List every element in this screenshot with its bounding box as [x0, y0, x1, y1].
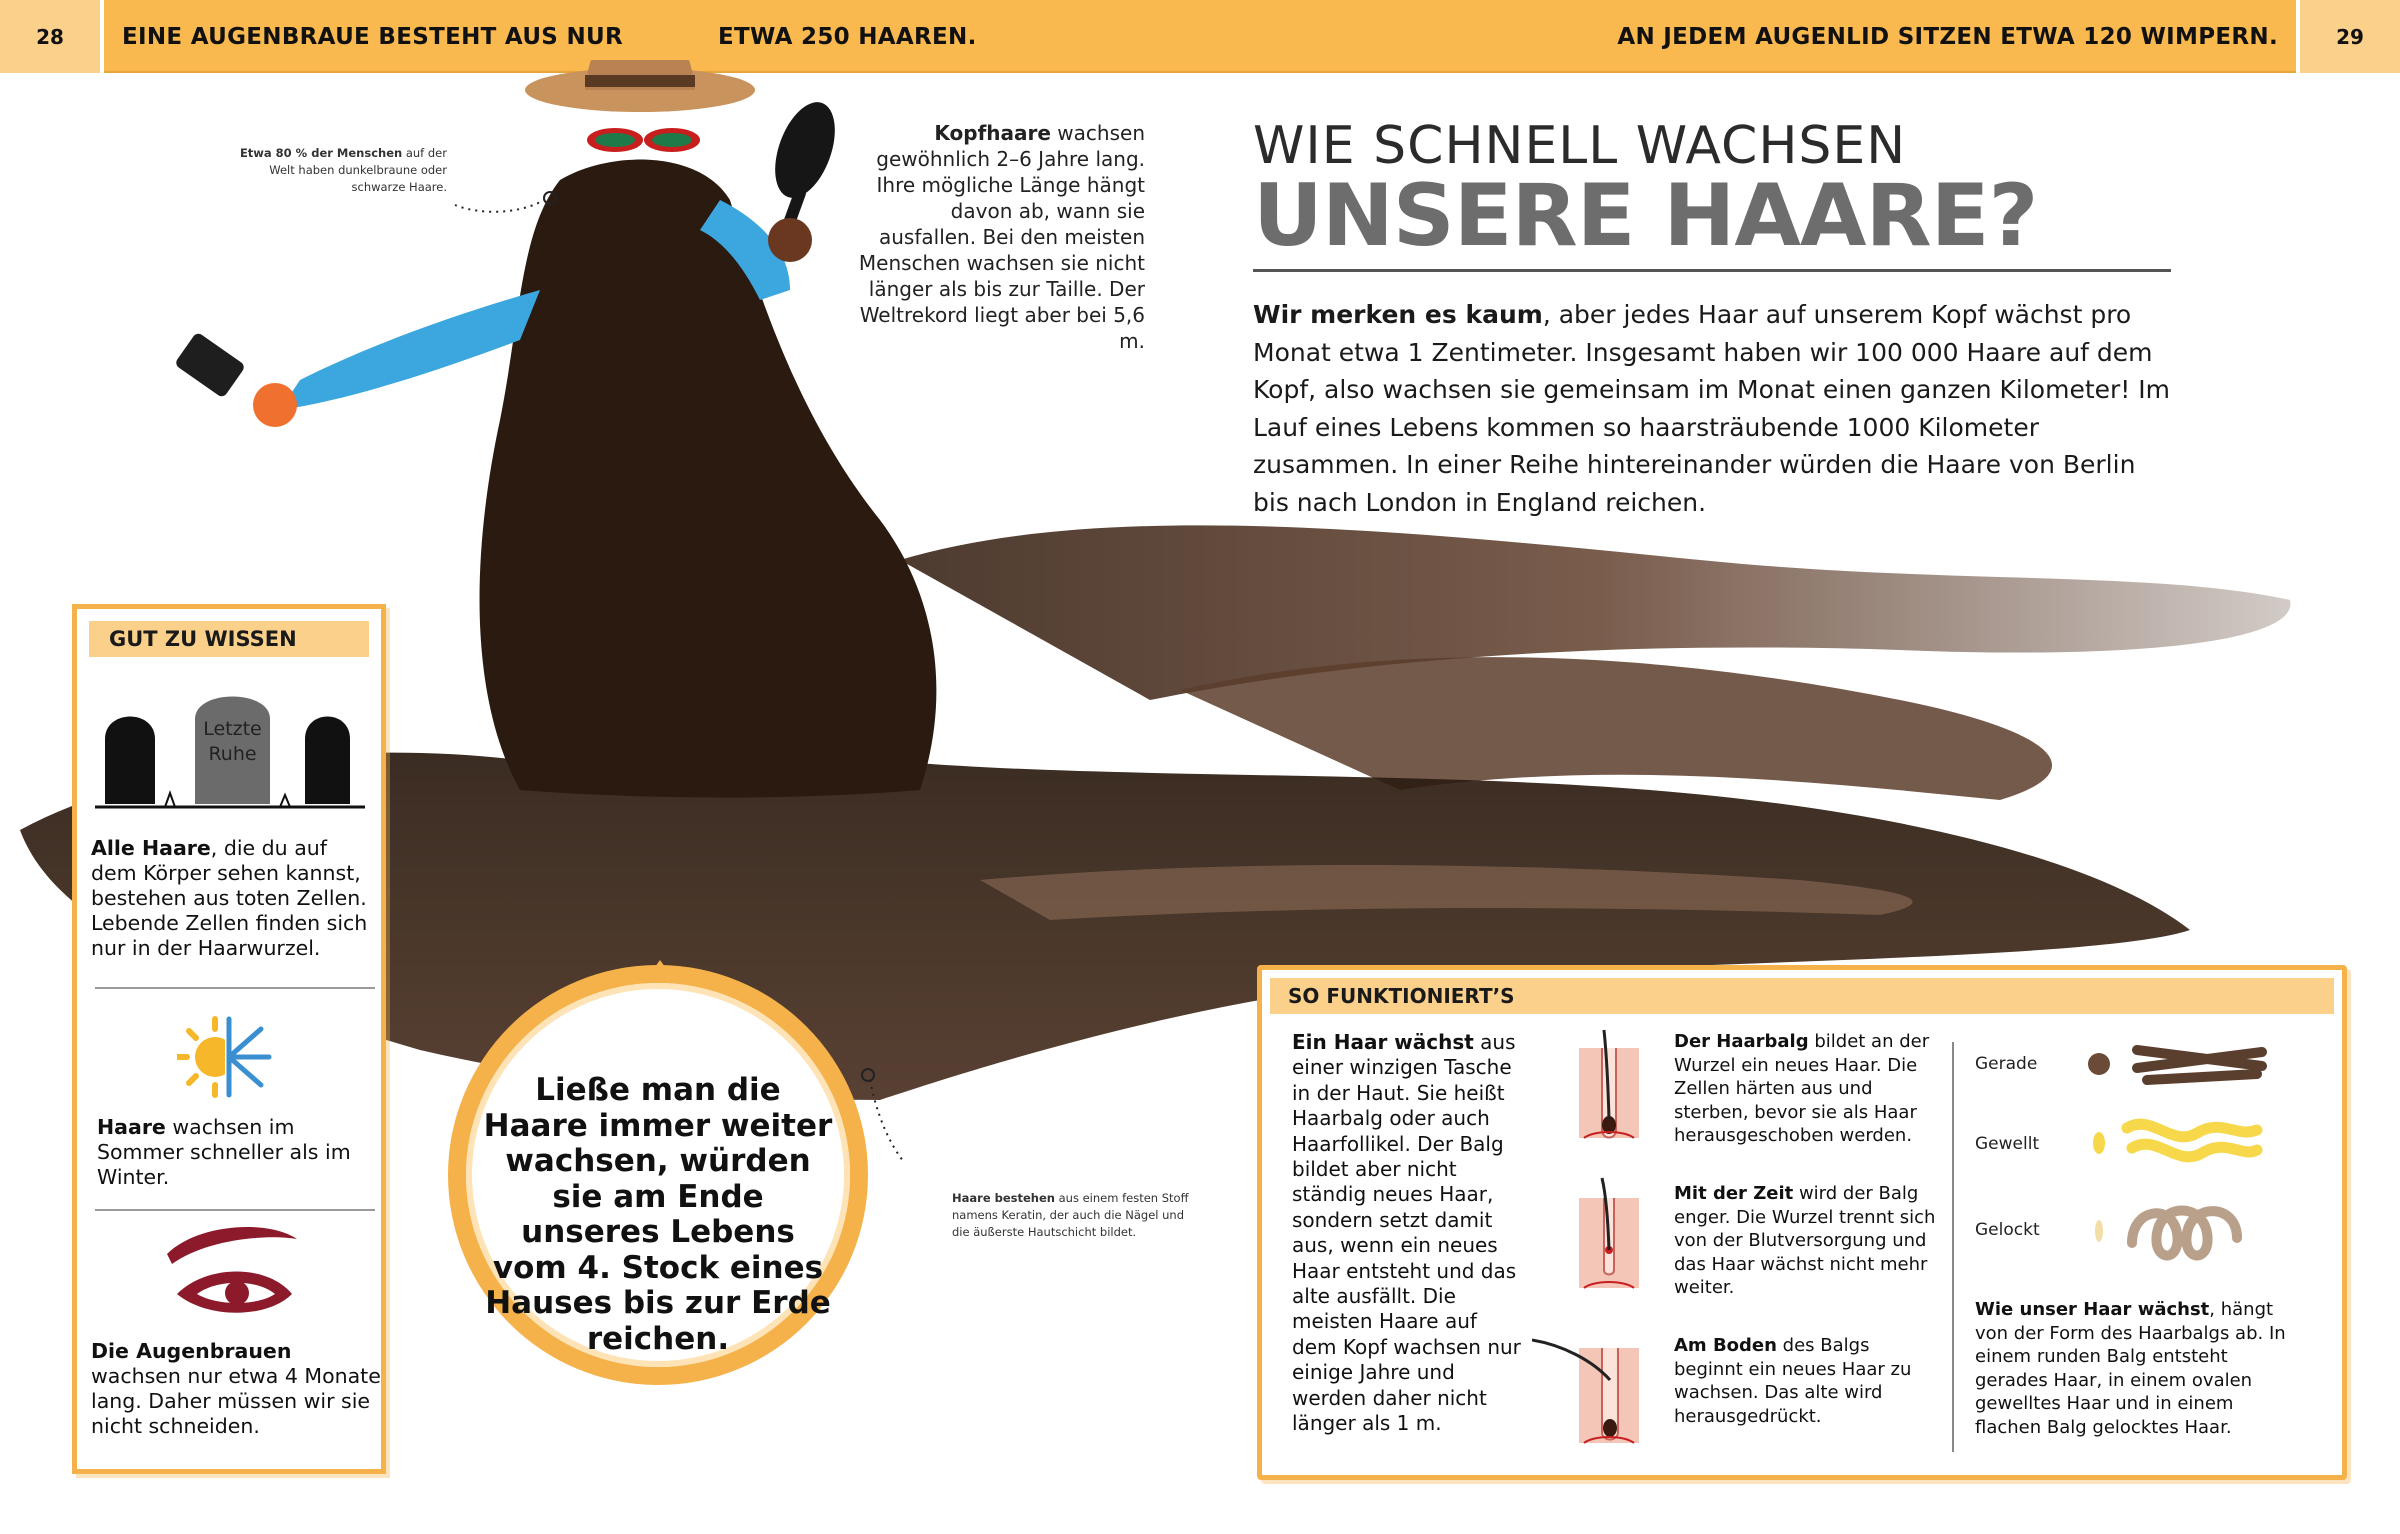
caption-kopfhaare	[855, 120, 1145, 354]
gut-zu-wissen-box	[72, 604, 386, 1474]
fact-dead-cells	[91, 836, 376, 961]
tombstone-text: Letzte Ruhe	[203, 718, 262, 765]
hair-shape-explanation-rest: , hängt von der Form des Haarbalgs ab. In einem runden Balg entsteht gerades Haar, in einem ovalen gewelltes Haar und in einem flachen Balg gelocktes Haar.	[1975, 1299, 2286, 1438]
headline-line1: WIE SCHNELL WACHSEN	[1253, 116, 1907, 176]
intro-text: , aber jedes Haar auf unserem Kopf wächst pro Monat etwa 1 Zentimeter. Insgesamt haben wir 100 000 Haare auf dem Kopf, also wachsen sie gemeinsam im Monat einen ganzen Kilometer! Im Lauf eines Lebens kommen so haarsträubende 1000 Kilometer zusammen. In einer Reihe hintereinander würden die Haare von Berlin bis nach London in England reichen.	[1253, 300, 2170, 517]
fact-eyebrows-text: wachsen nur etwa 4 Monate lang. Daher müssen wir sie nicht schneiden.	[91, 1364, 381, 1438]
column-divider	[1952, 1042, 1954, 1452]
follicle-stage1-diagram	[1534, 1020, 1664, 1150]
caption-keratin-bold: Haare bestehen	[952, 1191, 1055, 1205]
caption-keratin-text: aus einem festen Stoff namens Keratin, der auch die Nägel und die äußerste Hautschicht bildet.	[952, 1191, 1189, 1239]
caption-kopfhaare-text: wachsen gewöhnlich 2–6 Jahre lang. Ihre mögliche Länge hängt davon ab, wann sie ausfallen. Bei den meisten Menschen wachsen sie nicht länger als bis zur Taille. Der Weltrekord liegt aber bei 5,6 m.	[858, 121, 1145, 353]
caption-kopfhaare-bold: Kopfhaare	[934, 121, 1051, 145]
follicle-step2-bold: Mit der Zeit	[1674, 1183, 1794, 1204]
fact-dead-cells-text: , die du auf dem Körper sehen kannst, bestehen aus toten Zellen. Lebende Zellen finden sich nur in der Haarwurzel.	[91, 836, 368, 960]
caption-hair-color-text: auf der Welt haben dunkelbraune oder schwarze Haare.	[269, 146, 447, 194]
page-number-left: 28	[0, 0, 100, 73]
fact-summer-growth-text: wachsen im Sommer schneller als im Winter.	[97, 1115, 351, 1189]
follicle-step3-rest: des Balgs beginnt ein neues Haar zu wachsen. Das alte wird herausgedrückt.	[1674, 1335, 1912, 1427]
sun-snowflake-icon	[177, 1009, 277, 1104]
eye-icon	[157, 1224, 307, 1324]
header-fact-left-b: ETWA 250 HAAREN.	[718, 23, 977, 50]
hair-shape-explanation	[1975, 1298, 2295, 1439]
headline-rule	[1253, 269, 2171, 272]
hair-growth-main-rest: aus einer winzigen Tasche in der Haut. Sie heißt Haarbalg oder auch Haarfollikel. Der Balg bildet aber nicht ständig neues Haar, sondern setzt damit aus, wenn ein neues Haar entsteht und das alte ausfällt. Die meisten Haare auf dem Kopf wachsen nur einige Jahre und werden daher nicht länger als 1 m.	[1292, 1030, 1521, 1436]
header-fact-left-a: EINE AUGENBRAUE BESTEHT AUS NUR	[122, 23, 624, 50]
follicle-step1-bold: Der Haarbalg	[1674, 1031, 1809, 1052]
hand-left	[253, 383, 297, 427]
so-funktionierts-title: SO FUNKTIONIERT’S	[1270, 978, 2334, 1014]
caption-keratin	[952, 1190, 1192, 1241]
box-divider	[95, 987, 375, 989]
so-funktionierts-box	[1257, 965, 2347, 1480]
fact-eyebrows	[91, 1339, 381, 1439]
follicle-stage3-diagram	[1532, 1320, 1672, 1450]
follicle-step1-rest: bildet an der Wurzel ein neues Haar. Die Zellen härten aus und sterben, bevor sie als Haar herausgeschoben werden.	[1674, 1031, 1930, 1146]
hair-shape-explanation-bold: Wie unser Haar wächst	[1975, 1299, 2210, 1320]
header-fact-right: AN JEDEM AUGENLID SITZEN ETWA 120 WIMPERN.	[1617, 23, 2278, 50]
intro-paragraph	[1253, 296, 2173, 521]
hair-shapes-diagram	[2077, 1038, 2297, 1278]
arm-left	[280, 290, 540, 410]
follicle-step2-text	[1674, 1182, 1942, 1300]
fact-bubble-text: Ließe man die Haare immer weiter wachsen, würden sie am Ende unseres Lebens vom 4. Stock eines Hauses bis zur Erde reichen.	[483, 1072, 833, 1357]
page-number-right: 29	[2300, 0, 2400, 73]
hand-mirror	[763, 94, 846, 206]
follicle-step1-text	[1674, 1030, 1942, 1148]
fact-summer-growth-bold: Haare	[97, 1115, 166, 1139]
headline-line2: UNSERE HAARE?	[1253, 166, 2038, 266]
hand-right	[768, 218, 812, 262]
follicle-step3-text	[1674, 1334, 1942, 1428]
hair-growth-main-text	[1292, 1030, 1524, 1437]
hair-growth-main-bold: Ein Haar wächst	[1292, 1030, 1474, 1054]
box-divider	[95, 1209, 375, 1211]
follicle-step3-bold: Am Boden	[1674, 1335, 1777, 1356]
hairbrush	[174, 331, 246, 398]
shape-label-curly: Gelockt	[1975, 1220, 2040, 1240]
follicle-stage2-diagram	[1534, 1170, 1664, 1300]
fact-eyebrows-bold: Die Augenbrauen	[91, 1339, 292, 1363]
fact-summer-growth	[97, 1115, 367, 1190]
shape-label-straight: Gerade	[1975, 1054, 2038, 1074]
fact-dead-cells-bold: Alle Haare	[91, 836, 211, 860]
follicle-step2-rest: wird der Balg enger. Die Wurzel trennt sich von der Blutversorgung und das Haar wächst nicht mehr weiter.	[1674, 1183, 1936, 1298]
gut-zu-wissen-title: GUT ZU WISSEN	[89, 621, 369, 657]
intro-bold: Wir merken es kaum	[1253, 300, 1543, 329]
caption-hair-color-bold: Etwa 80 % der Menschen	[239, 146, 403, 160]
shape-label-wavy: Gewellt	[1975, 1134, 2040, 1154]
caption-hair-color	[222, 145, 447, 196]
